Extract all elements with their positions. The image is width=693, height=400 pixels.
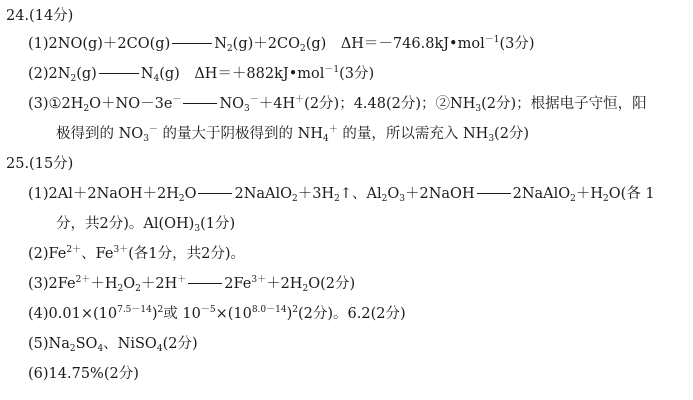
score: (3分) [339,66,375,82]
text: 的量，所以需充入 NH [337,126,489,142]
text: (1)2Al＋2NaOH＋2H [28,186,179,202]
text: SO [75,336,98,352]
text: O [123,276,136,292]
q24-part3-continued [56,124,529,144]
subscript: 4 [156,344,163,354]
subscript: 3 [475,104,482,114]
subscript: 2 [603,194,609,204]
superscript: 2＋ [75,275,91,285]
text: ＋2H [266,276,303,292]
score: (2分) [494,126,530,142]
text: (5)Na [28,336,70,352]
text: O(2分) [308,276,356,292]
text: (g) [76,66,97,82]
superscript: － [249,95,259,105]
reaction-equals-sign [477,193,511,194]
text: ↑、Al [339,186,382,202]
superscript: 3＋ [113,245,129,255]
text: (2分)；4.48(2分)；②NH [304,96,476,112]
subscript: 2 [69,344,76,354]
superscript: 8.0－14 [251,305,287,315]
subscript: 3 [194,224,201,234]
subscript: 4 [153,74,160,84]
text: 或 10 [163,306,201,322]
text: ＋H [90,276,118,292]
superscript: 7.5－14 [117,305,152,315]
text: 、Fe [81,246,114,262]
subscript: 2 [135,284,141,294]
text: O [184,186,197,202]
q25-part1-continued [56,214,235,234]
subscript: 3 [143,134,149,144]
q24-part1 [28,34,535,54]
text: (g) ΔH＝－746.8kJ•mol [305,36,485,52]
subscript: 4 [323,134,329,144]
reaction-equals-sign [198,193,232,194]
text: (1)2NO(g)＋2CO(g) [28,36,171,52]
score: (3分) [499,36,535,52]
subscript: 2 [70,74,77,84]
text: 分，共2分)。Al(OH) [56,216,195,232]
subscript: 2 [83,104,90,114]
superscript: ＋ [328,125,338,135]
text: 2NaAlO [512,186,571,202]
superscript: 2＋ [66,245,82,255]
subscript: 2 [178,194,185,204]
superscript: －1 [484,35,500,45]
score: (2分) [162,336,198,352]
q25-part1 [28,184,655,204]
superscript: 2 [292,305,298,315]
text: ×(10 [215,306,252,322]
q25-part4 [28,304,406,324]
reaction-equals-sign [172,43,212,44]
text: (2分)。6.2(2分) [298,306,406,322]
subscript: 2 [302,284,309,294]
q24-part2 [28,64,374,84]
text: O＋NO－3e [89,96,173,112]
text: ＋3H [297,186,335,202]
reaction-equals-sign [188,283,222,284]
text: N [140,66,154,82]
superscript: ＋ [177,275,187,285]
subscript: 2 [292,194,298,204]
text: 、NiSO [103,336,157,352]
text: ) [151,306,158,322]
text: 极得到的 NO [56,126,144,142]
text: ) [286,306,293,322]
score: (1分) [200,216,236,232]
text: (3)2Fe [28,276,76,292]
subscript: 3 [244,104,250,114]
subscript: 2 [299,44,306,54]
subscript: 2 [381,194,388,204]
text: 2NaAlO [234,186,293,202]
subscript: 3 [399,194,405,204]
reaction-equals-sign [99,73,139,74]
text: ＋2H [140,276,178,292]
q25-part6 [28,364,139,384]
text: N [214,36,227,52]
superscript: 2 [157,305,164,315]
q25-part3 [28,274,355,294]
subscript: 2 [334,194,340,204]
text: NO [219,96,245,112]
reaction-equals-sign [183,103,217,104]
q25-part5 [28,334,198,354]
text: O [387,186,400,202]
superscript: － [148,125,158,135]
text: (6)14.75%(2分) [28,366,139,382]
text: (g) ΔH＝＋882kJ•mol [159,66,325,82]
subscript: 2 [117,284,124,294]
subscript: 2 [226,44,233,54]
text: ＋4H [258,96,296,112]
text: 2Fe [224,276,252,292]
text: ＋2NaOH [405,186,475,202]
text: (2)2N [28,66,71,82]
text: (2)Fe [28,246,67,262]
superscript: － [172,95,182,105]
superscript: 3＋ [251,275,267,285]
subscript: 3 [488,134,495,144]
text: O(各 1 [608,186,655,202]
subscript: 2 [570,194,576,204]
subscript: 4 [97,344,104,354]
superscript: ＋ [295,95,305,105]
superscript: －1 [324,65,340,75]
q25-part2 [28,244,245,264]
text: (g)＋2CO [232,36,300,52]
text: (3)①2H [28,96,84,112]
text: 的量大于阴极得到的 NH [157,126,323,142]
text: (4)0.01×(10 [28,306,118,322]
q25-header: 25.(15分) [6,156,74,172]
q24-header: 24.(14分) [6,8,74,24]
q24-part3 [28,94,647,114]
superscript: －5 [200,305,216,315]
text: ＋H [575,186,604,202]
text: (2分)；根据电子守恒，阳 [481,96,647,112]
text: (各1分，共2分)。 [128,246,245,262]
